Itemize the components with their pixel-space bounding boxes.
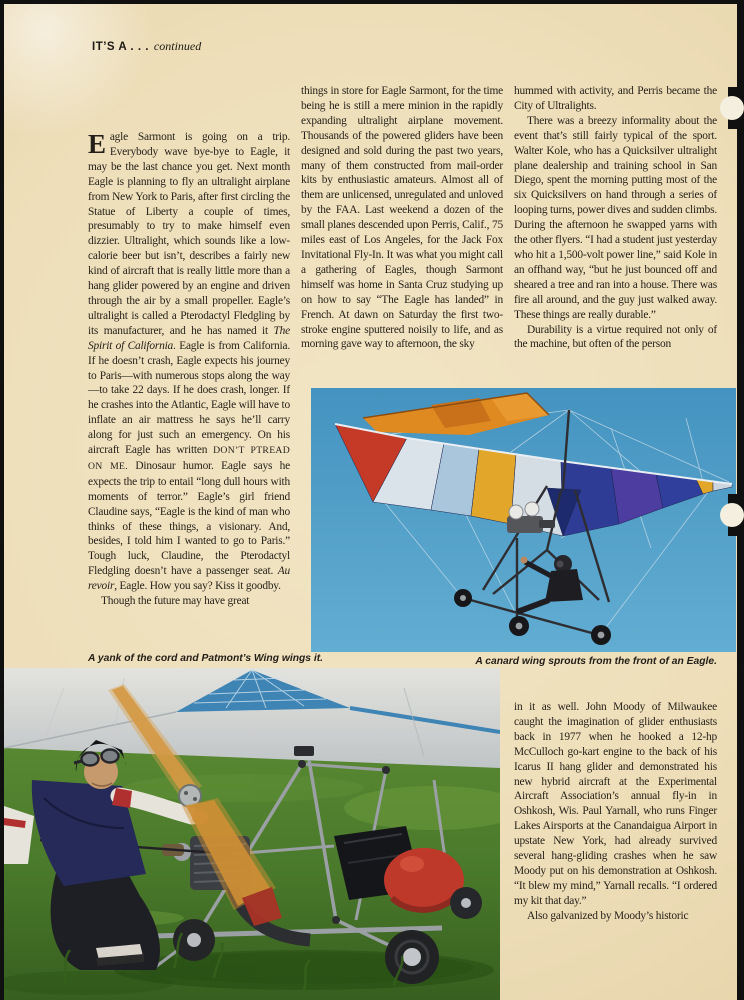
scan-edge-left: [0, 0, 4, 1000]
paragraph: Though the future may have great: [101, 595, 250, 608]
binding-notch: [720, 503, 744, 527]
flight-photo-caption: A canard wing sprouts from the front of an Eagle.: [475, 656, 717, 667]
flight-photo: [311, 388, 736, 652]
column-4: [514, 700, 717, 950]
scan-edge-top: [0, 0, 744, 4]
text-run-italic: Au revoir: [88, 565, 290, 593]
text-run: , Eagle. How you say? Kiss it goodby.: [114, 580, 281, 593]
paragraph: There was a breezy informality about the event that’s still fairly typical of the sport. Walter Kole, who has a Quicksilver ultralight plane dealership and training school in San Diego, spent the morning putting most of the six Quicksilvers on hand through a series of looping turns, power dives and sudden climbs. During the afternoon he swapped yarns with the other flyers. “I had a student just yesterday who hit a 1,500-volt power line,” said Kole in an offhand way, “but he just bounced off and sheared a tree and ran into a house. There was fire all around, and the guy just walked away. These things are really durable.”: [514, 114, 717, 321]
ground-photo: [4, 668, 500, 1000]
series-title: IT’S A . . .: [92, 41, 149, 53]
drop-cap: E: [88, 129, 106, 159]
paragraph: things in store for Eagle Sarmont, for the time being he is still a mere minion in the rapidly expanding ultralight airplane movement. Thousands of the powered gliders have been designed and sold during the past two years, many of them constructed from mail-order kits by enthusiastic amateurs. Almost all of them are unlicensed, unregulated and unloved by the FAA. Last weekend a dozen of the small planes descended upon Perris, Calif., 75 miles east of Los Angeles, for the Jack Fox Invitational Fly-In. It was what you might call a gathering of Eagles, though Sarmont himself was home in Santa Cruz studying up on how to say “The Eagle has landed” in French. At dawn on Saturday the first two-stroke engine sputtered noisily to life, and as morning gave way to afternoon, the sky: [301, 85, 503, 351]
page-header: [92, 37, 201, 55]
text-run: . Eagle is from California. If he doesn’t crash, Eagle expects his journey to Paris—with numerous stops along the way—to take 22 days. If he does crash, longer. If he crashes into the Atlantic, Eagle will have to inflate an air mattress he says he’ll carry along for just such an emergency. On his aircraft Eagle has written: [88, 339, 291, 457]
text-run: Dinosaur humor. Eagle says he expects the trip to entail “long dull hours with moments of terror.” Eagle’s girl friend Claudine says, “Eagle is the kind of man who thinks of these things, a visionary. And, besides, I told him I wanted to go to Paris.” Tough luck, Claudine, the Pterodactyl Fledgling doesn’t have a passenger seat.: [88, 459, 290, 578]
paragraph: [88, 130, 290, 594]
paragraph: Durability is a virtue required not only of the machine, but often of the person: [514, 323, 717, 351]
ground-photo-art: [4, 668, 500, 1000]
column-2: [301, 84, 503, 386]
paragraph: hummed with activity, and Perris became the City of Ultralights.: [514, 85, 717, 112]
column-3: [514, 84, 717, 386]
column-1: [88, 130, 290, 622]
text-run-italic: The Spirit of California: [88, 324, 290, 352]
text-run: agle Sarmont is going on a trip. Everybody wave bye-bye to Eagle, it may be the last chance you get. Next month Eagle is planning to fly an ultralight airplane from New York to Paris, after first circling the Statue of Liberty a couple of times, presumably to try to make himself even dizzier. Ultralight, which sounds like a low-calorie beer but isn’t, describes a fairly new kind of aircraft that is really little more than a hang glider powered by an engine and driven through the air by a small propeller. Eagle’s ultralight is called a Pterodactyl Fledgling by its manufacturer, and he has named it: [88, 131, 290, 337]
paragraph: in it as well. John Moody of Milwaukee caught the imagination of glider enthusiasts back in 1977 when he hooked a 12-hp McCulloch go-kart engine to the back of his Icarus II hang glider and demonstrated his new hybrid aircraft at the Experimental Aircraft Association’s annual fly-in in Oshkosh, Wis. Paul Yarnall, who runs Finger Lakes Airsports at the Canandaigua Airport in upstate New York, had already survived several hang-gliding crashes when he saw Moody put on his demonstration at Oshkosh. “It blew my mind,” Yarnall recalls. “I ordered my kit that day.”: [514, 701, 717, 907]
ground-photo-caption: A yank of the cord and Patmont’s Wing wings it.: [88, 653, 324, 664]
flight-photo-art: [311, 388, 736, 652]
goggles: [82, 753, 99, 766]
binding-notch: [720, 96, 744, 120]
text-run-smallcaps: DON’T PTREAD ON ME.: [88, 445, 290, 472]
paragraph: Also galvanized by Moody’s historic: [527, 909, 689, 922]
continued-label: continued: [153, 39, 202, 53]
